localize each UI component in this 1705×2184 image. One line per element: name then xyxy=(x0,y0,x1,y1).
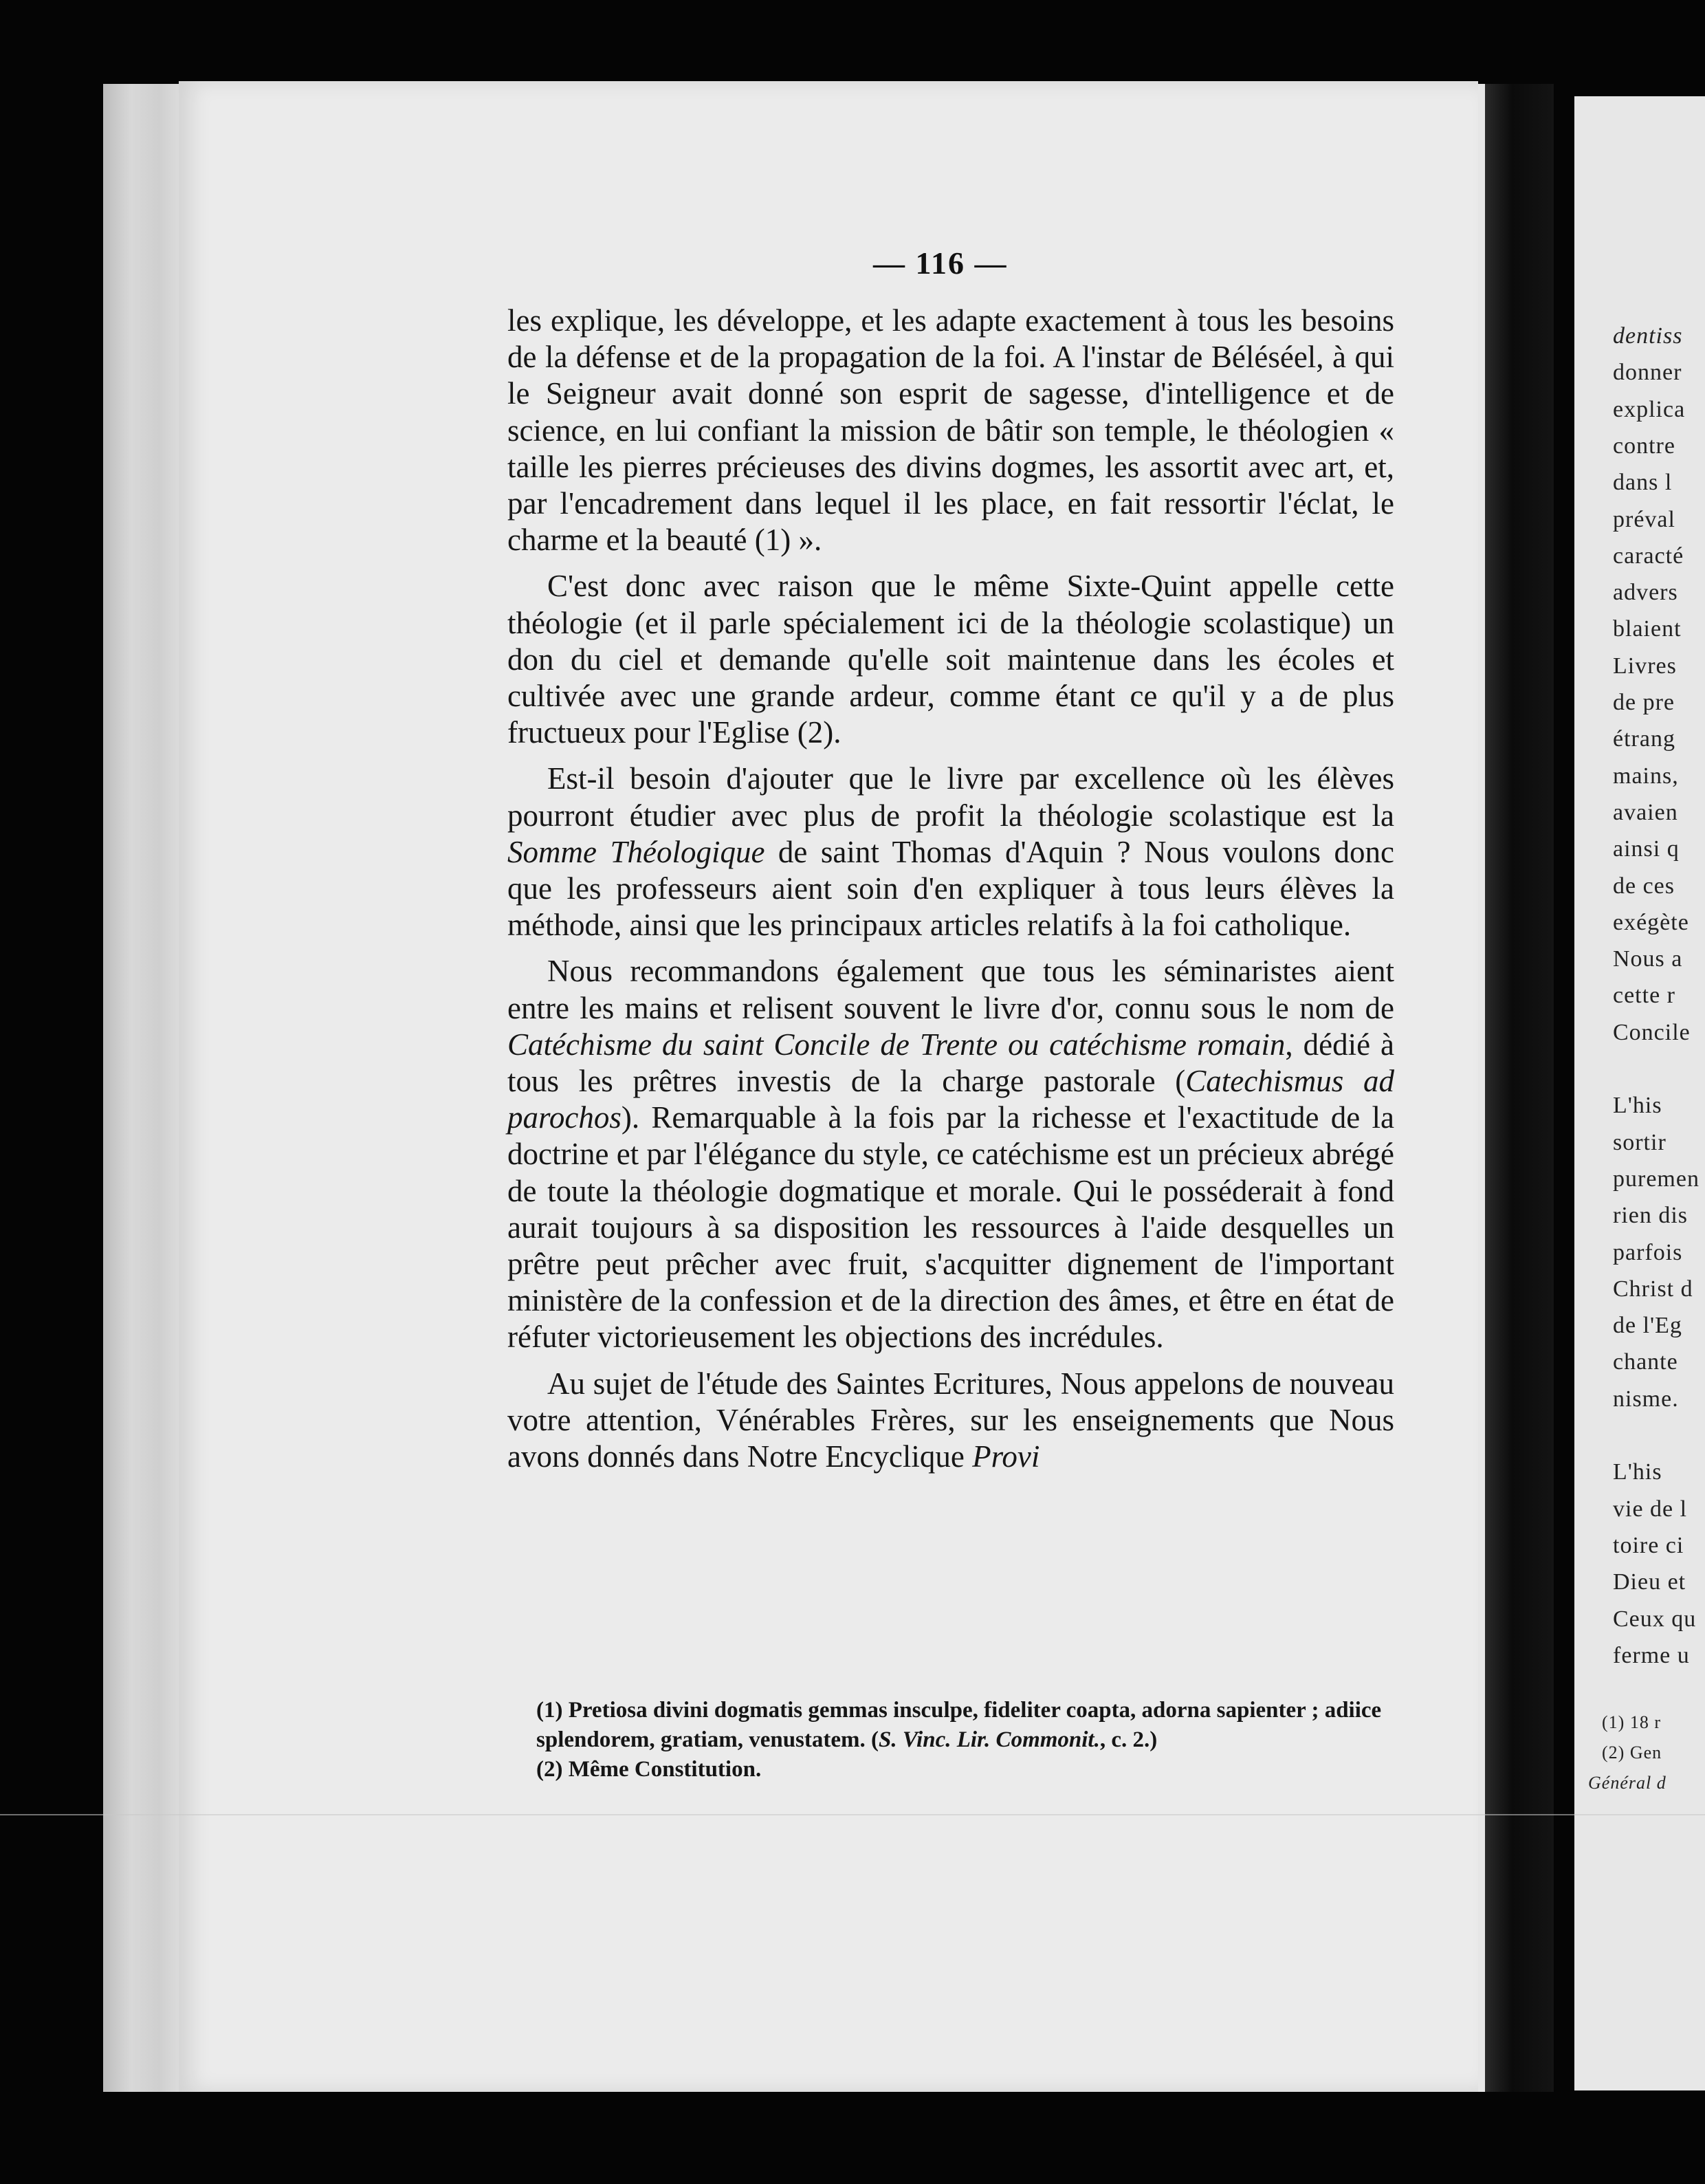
paragraph-3-italic: Somme Théologique xyxy=(507,834,765,869)
footnote-1-text-b: , c. 2.) xyxy=(1099,1727,1158,1752)
right-page-line: dentiss xyxy=(1613,323,1683,349)
paragraph-4-italic-2: Catechismus ad parochos xyxy=(507,1064,1394,1135)
paragraph-5-text-a: Au sujet de l'étude des Saintes Ecritures, Nous appelons de nouveau votre attention, Vénérables Frères, sur les enseignements que Nous avons donnés dans Notre Encyclique xyxy=(507,1366,1394,1474)
right-page-line: L'his xyxy=(1613,1459,1662,1485)
right-page-line: Nous a xyxy=(1613,946,1683,972)
paragraph-3-text-a: Est-il besoin d'ajouter que le livre par excellence où les élèves pourront étudier avec plus de profit la théologie scolastique est la xyxy=(507,761,1394,833)
right-page-line: L'his xyxy=(1613,1093,1662,1119)
right-page-line: vie de l xyxy=(1613,1496,1688,1522)
right-page-line: dans l xyxy=(1613,470,1673,496)
footnote-2: (2) Même Constitution. xyxy=(536,1757,762,1782)
right-page-line: advers xyxy=(1613,580,1678,606)
right-page-line: mains, xyxy=(1613,763,1679,789)
right-page-line: Concile xyxy=(1613,1019,1691,1045)
book-gutter xyxy=(1485,84,1554,2092)
right-page-line: exégète xyxy=(1613,909,1689,935)
footnote-1-text-a: (1) Pretiosa divini dogmatis gemmas insculpe, fideliter coapta, adorna sapienter ; adiice splendorem, gratiam, venustatem. ( xyxy=(536,1698,1382,1752)
right-page-footnote: Général d xyxy=(1588,1773,1666,1793)
paragraph-4 xyxy=(507,953,1394,1355)
paragraph-5 xyxy=(507,1366,1394,1476)
paragraph-2: C'est donc avec raison que le même Sixte-Quint appelle cette théologie (et il parle spécialement ici de la théologie scolastique) un don du ciel et demande qu'elle soit maintenue dans les écoles et cultivée avec une grande ardeur, comme étant ce qu'il y a de plus fructueux pour l'Eglise (2). xyxy=(507,569,1394,750)
right-page-line: nisme. xyxy=(1613,1386,1679,1412)
paragraph-4-text-c: ). Remarquable à la fois par la richesse et l'exactitude de la doctrine et par l'élégance du style, ce catéchisme est un précieux abrégé de toute la théologie dogmatique et morale. Qui le posséderait à fond aurait toujours à sa disposition les ressources à l'aide desquelles un prêtre peut prêcher avec fruit, s'acquitter dignement de l'important ministère de la confession et de la direction des âmes, et être en état de réfuter victorieusement les objections des incrédules. xyxy=(507,1100,1394,1355)
right-page-line: avaien xyxy=(1613,799,1678,825)
paragraph-5-italic: Provi xyxy=(972,1439,1040,1474)
paragraph-4-text-a: Nous recommandons également que tous les séminaristes aient entre les mains et relisent souvent le livre d'or, connu sous le nom de xyxy=(507,954,1394,1025)
paragraph-3-text-b: de saint Thomas d'Aquin ? Nous voulons donc que les professeurs aient soin d'en expliquer à tous leurs élèves la méthode, ainsi que les principaux articles relatifs à la foi catholique. xyxy=(507,834,1394,943)
right-page-line: sortir xyxy=(1613,1129,1666,1155)
right-page-footnote: (1) 18 r xyxy=(1602,1712,1661,1732)
right-page-line: contre xyxy=(1613,433,1675,459)
paragraph-3 xyxy=(507,761,1394,943)
right-page-line: de pre xyxy=(1613,690,1675,715)
right-page-line: ferme u xyxy=(1613,1642,1690,1668)
right-page-line: cette r xyxy=(1613,983,1675,1009)
paragraph-1: les explique, les développe, et les adapte exactement à tous les besoins de la défense et de la propagation de la foi. A l'instar de Béléséel, à qui le Seigneur avait donné son esprit de sagesse, d'intelligence et de science, en lui confiant la mission de bâtir son temple, le théologien « taille les pierres précieuses des divins dogmes, les assortit avec art, et, par l'encadrement dans lequel il les place, en fait ressortir l'éclat, le charme et la beauté (1) ». xyxy=(507,303,1394,558)
right-page-line: de l'Eg xyxy=(1613,1313,1682,1339)
body-text xyxy=(507,303,1394,1485)
right-page-line: Christ d xyxy=(1613,1276,1693,1302)
right-page-line: étrang xyxy=(1613,726,1675,752)
footnote-1 xyxy=(509,1696,1402,1755)
right-page-line: caracté xyxy=(1613,543,1684,569)
footnotes xyxy=(509,1696,1402,1784)
paragraph-4-italic-1: Catéchisme du saint Concile de Trente ou catéchisme romain xyxy=(507,1027,1286,1062)
footnote-1-italic: S. Vinc. Lir. Commonit. xyxy=(879,1727,1100,1752)
right-page-line: explica xyxy=(1613,396,1686,422)
right-page-line: Dieu et xyxy=(1613,1569,1686,1595)
right-page-footnote: (2) Gen xyxy=(1602,1743,1662,1762)
paragraph-4-text-b: , dédié à tous les prêtres investis de la charge pastorale ( xyxy=(507,1027,1394,1099)
right-page-line: chante xyxy=(1613,1349,1678,1375)
right-page-line: ainsi q xyxy=(1613,836,1680,862)
right-page-line: toire ci xyxy=(1613,1532,1684,1558)
scan-artifact-line xyxy=(0,1814,1705,1815)
right-page-line: puremen xyxy=(1613,1166,1700,1192)
right-page-fragment xyxy=(1574,96,1705,2090)
right-page-line: Livres xyxy=(1613,653,1677,679)
right-page-line: donner xyxy=(1613,360,1682,386)
right-page-line: parfois xyxy=(1613,1239,1683,1265)
right-page-line: Ceux qu xyxy=(1613,1606,1697,1632)
page-number: — 116 — xyxy=(873,245,1008,281)
right-page-line: blaient xyxy=(1613,616,1682,642)
right-page-line: préval xyxy=(1613,506,1675,532)
right-page-line: de ces xyxy=(1613,873,1675,899)
right-page-line: rien dis xyxy=(1613,1203,1688,1229)
